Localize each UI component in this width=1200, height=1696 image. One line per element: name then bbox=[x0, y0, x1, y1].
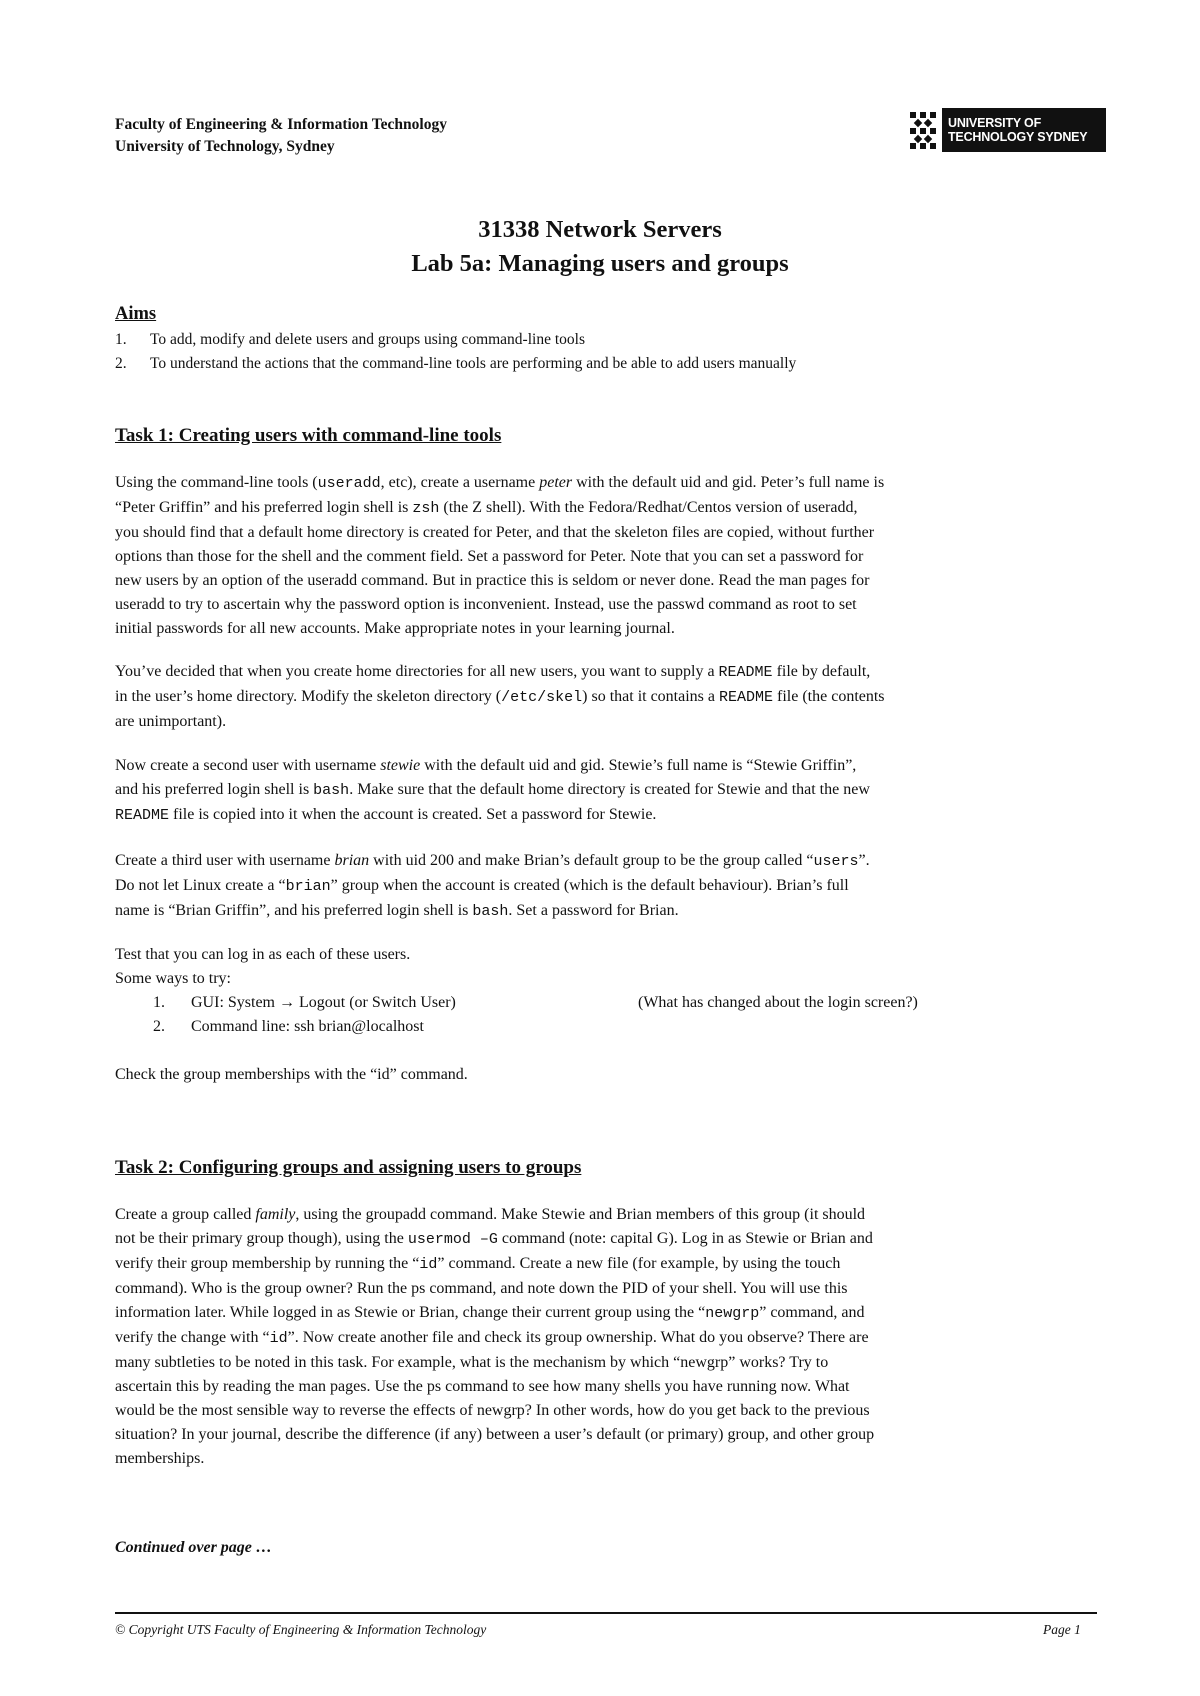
aims-heading: Aims bbox=[115, 304, 157, 324]
lab-title: Lab 5a: Managing users and groups bbox=[411, 250, 789, 277]
task1-paragraph-4: Create a third user with username brian with uid 200 and make Brian’s default group to be the group called “users”. Do not let Linux create a “brian” group when the account is created (which is the default behaviour). Brian’s full name is “Brian Griffin”, and his preferred login shell is bash. Set a password for Brian. bbox=[115, 852, 870, 920]
list-item: 2. Command line: ssh brian@localhost bbox=[153, 1018, 424, 1035]
aims-list bbox=[115, 328, 796, 376]
continued-note: Continued over page … bbox=[115, 1539, 272, 1556]
list-text: To understand the actions that the command-line tools are performing and be able to add users manually bbox=[150, 355, 797, 372]
footer-page-number: Page 1 bbox=[1043, 1622, 1081, 1637]
task1-paragraph-6: Check the group memberships with the “id” command. bbox=[115, 1066, 468, 1083]
task1-heading: Task 1: Creating users with command-line tools bbox=[115, 425, 502, 446]
list-item bbox=[115, 352, 796, 376]
university-name: University of Technology, Sydney bbox=[115, 138, 335, 155]
list-number: 2. bbox=[115, 355, 127, 372]
page-title bbox=[0, 213, 1200, 281]
logo-line-1: UNIVERSITY OF bbox=[948, 116, 1042, 130]
list-number: 1. bbox=[115, 331, 127, 348]
task2-paragraph-1: Create a group called family, using the groupadd command. Make Stewie and Brian members of this group (it should not be their primary group though), using the usermod –G command (note: capital G). Log in as Stewie or Brian and verify their group membership by running the “id” command. Create a new file (for example, by using the touch command). Who is the group owner? Run the ps command, and note down the PID of your shell. You will use this information later. While logged in as Stewie or Brian, change their current group using the “newgrp” command, and verify the change with “id”. Now create another file and check its group ownership. What do you observe? There are many subtleties to be noted in this task. For example, what is the mechanism by which “newgrp” works? Try to ascertain this by reading the man pages. Use the ps command to see how many shells you have running now. What would be the most sensible way to reverse the effects of newgrp? In other words, how do you get back to the previous situation? In your journal, describe the difference (if any) between a user’s default (or primary) group, and other group memberships. bbox=[115, 1206, 875, 1467]
uts-logo-wordmark bbox=[942, 108, 1106, 152]
task1-paragraph-1: Using the command-line tools (useradd, etc), create a username peter with the default uid and gid. Peter’s full name is “Peter Griffin” and his preferred login shell is zsh (the Z shell). With the Fedora/Redhat/Centos version of useradd, you should find that a default home directory is created for Peter, and that the skeleton files are copied, without further options than those for the shell and the comment field. Set a password for Peter. Note that you can set a password for new users by an option of the useradd command. But in practice this is seldom or never done. Read the man pages for useradd to try to ascertain why the password option is inconvenient. Instead, use the passwd command as root to set initial passwords for all new accounts. Make appropriate notes in your learning journal. bbox=[115, 474, 885, 637]
uts-logo bbox=[908, 108, 1106, 152]
task1-paragraph-2: You’ve decided that when you create home directories for all new users, you want to supply a README file by default, in the user’s home directory. Modify the skeleton directory (/etc/skel) so that it contains a README file (the contents are unimportant). bbox=[115, 663, 885, 730]
task2-heading: Task 2: Configuring groups and assigning users to groups bbox=[115, 1157, 582, 1178]
logo-line-2: TECHNOLOGY SYDNEY bbox=[948, 130, 1088, 144]
footer-copyright: © Copyright UTS Faculty of Engineering & Information Technology bbox=[115, 1622, 487, 1637]
faculty-name: Faculty of Engineering & Information Technology bbox=[115, 116, 447, 133]
footer-divider bbox=[115, 1612, 1097, 1614]
list-item: 1. GUI: System → Logout (or Switch User) (What has changed about the login screen?) bbox=[153, 994, 918, 1011]
ways-list bbox=[115, 991, 918, 1039]
uts-logo-mark-icon bbox=[908, 110, 938, 150]
task1-paragraph-5: Test that you can log in as each of these users. Some ways to try: bbox=[115, 946, 411, 987]
task1-paragraph-3: Now create a second user with username stewie with the default uid and gid. Stewie’s full name is “Stewie Griffin”, and his preferred login shell is bash. Make sure that the default home directory is created for Stewie and that the new README file is copied into it when the account is created. Set a password for Stewie. bbox=[115, 757, 870, 824]
list-item bbox=[115, 328, 796, 352]
header-institution bbox=[115, 114, 447, 158]
list-text: To add, modify and delete users and groups using command-line tools bbox=[150, 331, 585, 348]
course-title: 31338 Network Servers bbox=[478, 216, 722, 243]
